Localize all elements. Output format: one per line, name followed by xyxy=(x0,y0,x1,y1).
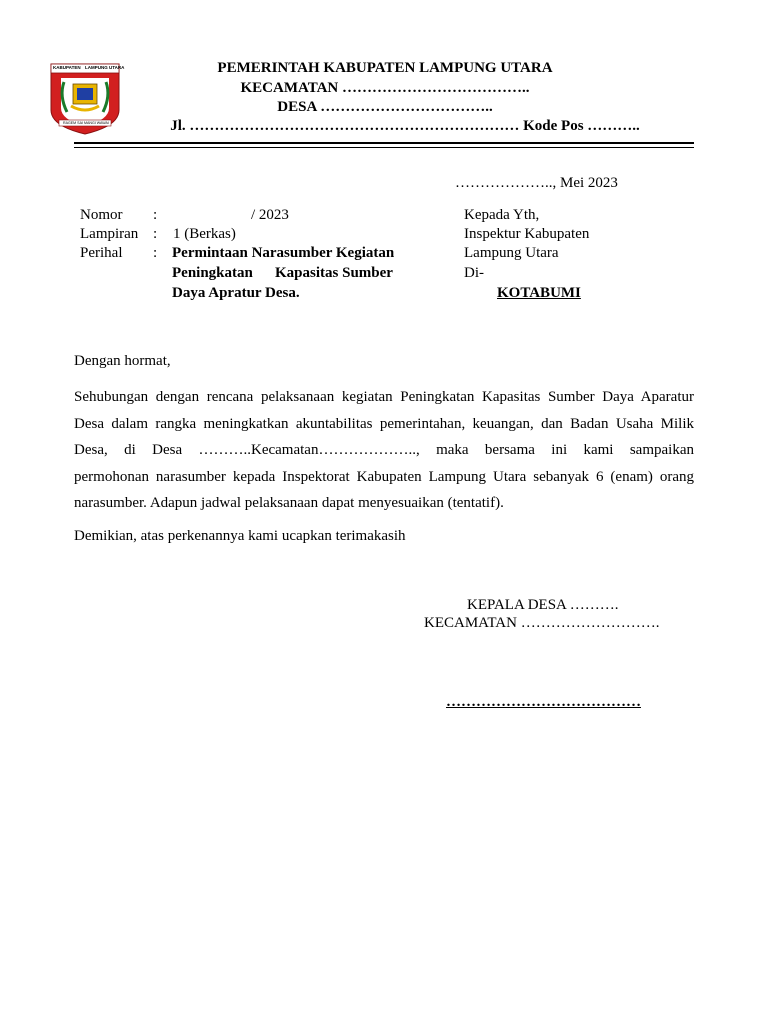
body-line-5: narasumber. Adapun jadwal pelaksanaan dapat menyesuaikan (tentatif). xyxy=(74,495,504,511)
body-paragraph xyxy=(74,384,694,517)
recipient-line-4: Di- xyxy=(464,265,484,281)
nomor-label: Nomor xyxy=(80,207,123,223)
header-rule-thin xyxy=(74,147,694,148)
header-rule-thick xyxy=(74,142,694,144)
recipient-line-1: Kepada Yth, xyxy=(464,207,540,223)
signature-title-2: KECAMATAN ………………………. xyxy=(424,615,660,631)
lampiran-label: Lampiran xyxy=(80,226,139,242)
lampiran-separator: : xyxy=(153,226,158,242)
nomor-separator: : xyxy=(153,207,158,223)
header-line-3: DESA …………………………….. xyxy=(277,99,493,115)
nomor-value: / 2023 xyxy=(251,207,289,223)
body-line-4: permohonan narasumber kepada Inspektorat Kabupaten Lampung Utara sebanyak 6 (enam) orang xyxy=(74,468,694,485)
perihal-line-2a: Peningkatan xyxy=(172,265,253,281)
signature-title-1: KEPALA DESA ………. xyxy=(467,597,619,613)
logo-text-top-left: KABUPATEN xyxy=(53,65,81,70)
header-line-1: PEMERINTAH KABUPATEN LAMPUNG UTARA xyxy=(217,60,553,76)
perihal-separator: : xyxy=(153,245,158,261)
recipient-line-2: Inspektur Kabupaten xyxy=(464,226,590,242)
lampiran-value: 1 (Berkas) xyxy=(173,226,236,242)
perihal-line-3: Daya Apratur Desa. xyxy=(172,285,300,301)
closing-sentence: Demikian, atas perkenannya kami ucapkan terimakasih xyxy=(74,528,406,544)
perihal-line-1: Permintaan Narasumber Kegiatan xyxy=(172,245,395,261)
body-line-3: Desa, di Desa ………..Kecamatan……………….., maka bersama ini kami sampaikan xyxy=(74,442,694,458)
recipient-line-3: Lampung Utara xyxy=(464,245,559,261)
date-line: ……………….., Mei 2023 xyxy=(455,175,618,191)
salutation: Dengan hormat, xyxy=(74,353,171,369)
logo-text-top-right: LAMPUNG UTARA xyxy=(85,65,125,70)
body-line-1: Sehubungan dengan rencana pelaksanaan kegiatan Peningkatan Kapasitas Sumber Daya Aparatur xyxy=(74,389,694,405)
header-line-2: KECAMATAN ……………………………….. xyxy=(240,80,530,96)
logo-text-bottom: RAGEM SAI MANGI WAWAI xyxy=(63,121,109,125)
body-line-2: Desa dalam rangka meningkatkan akuntabilitas pemerintahan, keuangan, dan Badan Usaha Milik xyxy=(74,415,694,432)
signature-name: ………………………………… xyxy=(446,694,641,710)
regency-logo xyxy=(47,60,123,136)
recipient-city: KOTABUMI xyxy=(497,285,581,301)
header-line-4: Jl. ………………………………………………………… Kode Pos ……….. xyxy=(170,118,640,134)
perihal-line-2b: Kapasitas Sumber xyxy=(275,265,393,281)
perihal-label: Perihal xyxy=(80,245,123,261)
